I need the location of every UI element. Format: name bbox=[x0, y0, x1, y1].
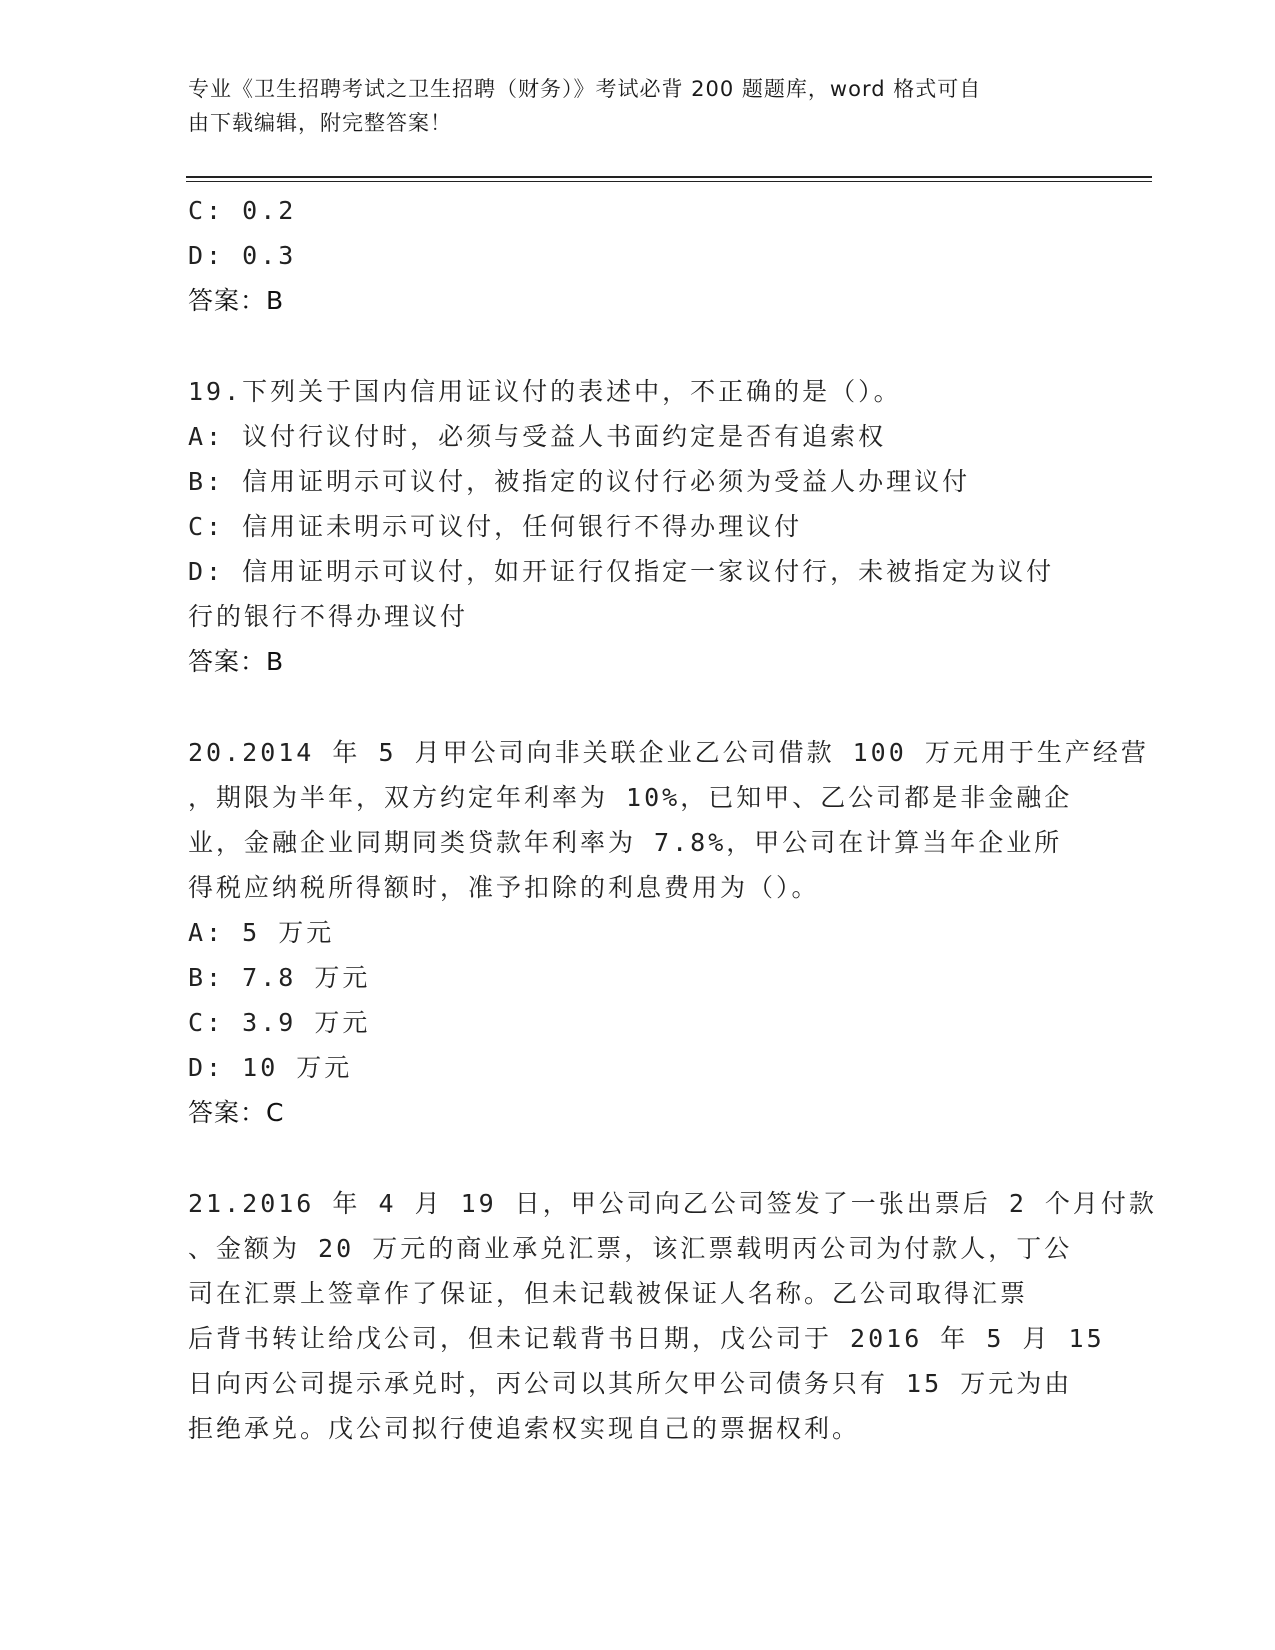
question-21 bbox=[188, 1181, 1157, 1451]
option-d: D: 0.3 bbox=[188, 241, 297, 270]
question-stem-line: ，期限为半年，双方约定年利率为 10%，已知甲、乙公司都是非金融企 bbox=[188, 783, 1073, 812]
answer-label: 答案：B bbox=[188, 286, 285, 315]
header-divider bbox=[186, 176, 1152, 178]
question-stem-line: 拒绝承兑。戊公司拟行使追索权实现自己的票据权利。 bbox=[188, 1414, 861, 1443]
question-stem-line: 、金额为 20 万元的商业承兑汇票，该汇票载明丙公司为付款人，丁公 bbox=[188, 1234, 1073, 1263]
question-18-tail bbox=[188, 188, 1088, 323]
document-header bbox=[188, 72, 1068, 140]
option-c: C: 0.2 bbox=[188, 196, 297, 225]
answer-label: 答案：C bbox=[188, 1098, 285, 1127]
option-a: A: 5 万元 bbox=[188, 918, 335, 947]
question-stem-line: 司在汇票上签章作了保证，但未记载被保证人名称。乙公司取得汇票 bbox=[188, 1279, 1029, 1308]
question-19 bbox=[188, 369, 1088, 684]
question-stem-line: 20.2014 年 5 月甲公司向非关联企业乙公司借款 100 万元用于生产经营 bbox=[188, 738, 1149, 767]
option-c: C: 3.9 万元 bbox=[188, 1008, 371, 1037]
option-c: C: 信用证未明示可议付，任何银行不得办理议付 bbox=[188, 512, 803, 541]
question-20 bbox=[188, 730, 1149, 1135]
answer-label: 答案：B bbox=[188, 647, 285, 676]
question-list bbox=[188, 188, 1157, 1451]
question-stem-line: 业，金融企业同期同类贷款年利率为 7.8%，甲公司在计算当年企业所 bbox=[188, 828, 1063, 857]
option-d: D: 10 万元 bbox=[188, 1053, 353, 1082]
question-stem: 19.下列关于国内信用证议付的表述中，不正确的是（）。 bbox=[188, 377, 902, 406]
header-line-2: 由下载编辑，附完整答案！ bbox=[188, 111, 452, 135]
question-stem-line: 得税应纳税所得额时，准予扣除的利息费用为（）。 bbox=[188, 873, 820, 902]
header-divider-thin bbox=[186, 181, 1152, 182]
question-stem-line: 21.2016 年 4 月 19 日，甲公司向乙公司签发了一张出票后 2 个月付款 bbox=[188, 1189, 1157, 1218]
option-b: B: 信用证明示可议付，被指定的议付行必须为受益人办理议付 bbox=[188, 467, 971, 496]
option-d: D: 信用证明示可议付，如开证行仅指定一家议付行，未被指定为议付 bbox=[188, 557, 1055, 586]
question-stem-line: 后背书转让给戊公司，但未记载背书日期，戊公司于 2016 年 5 月 15 bbox=[188, 1324, 1105, 1353]
option-a: A: 议付行议付时，必须与受益人书面约定是否有追索权 bbox=[188, 422, 887, 451]
option-d-continued: 行的银行不得办理议付 bbox=[188, 602, 469, 631]
header-line-1: 专业《卫生招聘考试之卫生招聘（财务）》考试必背 200 题题库，word 格式可自 bbox=[188, 77, 982, 101]
question-stem-line: 日向丙公司提示承兑时，丙公司以其所欠甲公司债务只有 15 万元为由 bbox=[188, 1369, 1073, 1398]
option-b: B: 7.8 万元 bbox=[188, 963, 371, 992]
